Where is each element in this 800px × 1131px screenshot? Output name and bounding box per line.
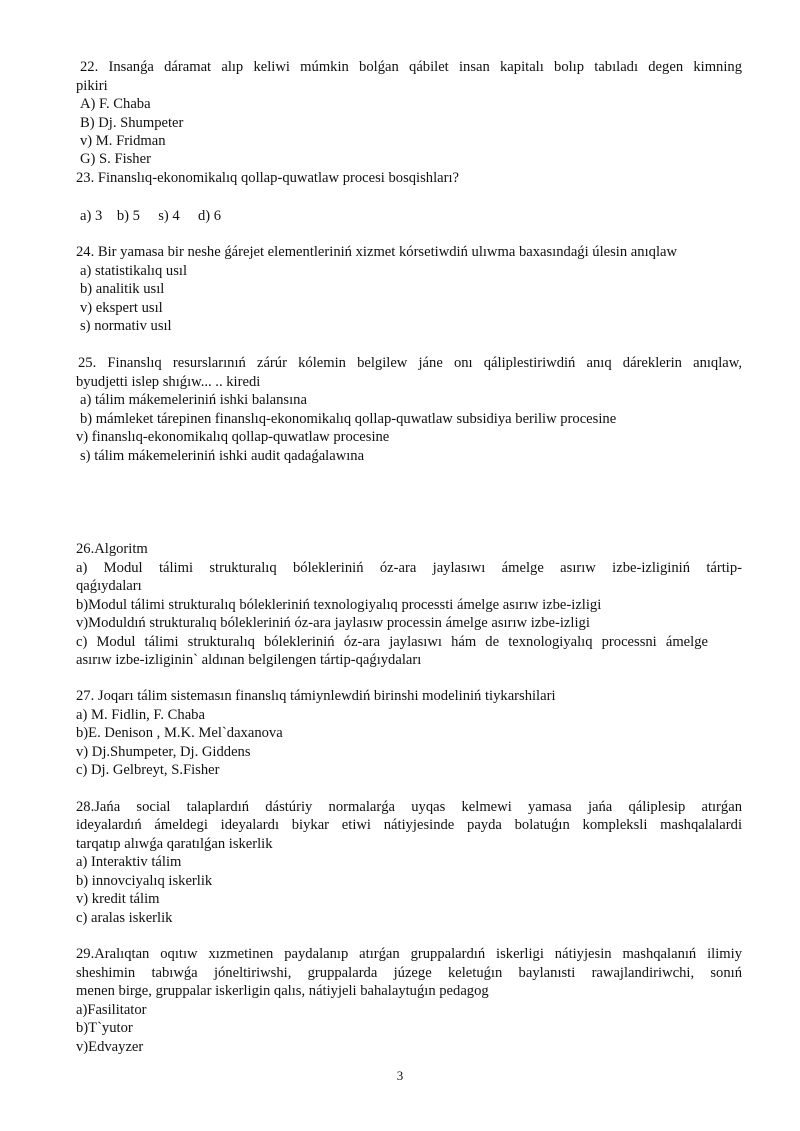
q27-option-c: c) Dj. Gelbreyt, S.Fisher: [76, 762, 220, 778]
q25-option-a: a) tálim mákemeleriniń ishki balansına: [80, 392, 307, 408]
q29-option-a: a)Fasilitator: [76, 1002, 147, 1018]
q24-option-a: a) statistikalıq usıl: [80, 263, 188, 279]
q26-option-b: b)Modul tálimi strukturalıq bólekleriniń texnologiyalıq processti ámelge asırıw izbe-izligi: [76, 597, 602, 613]
q28-option-a: a) Interaktiv tálim: [76, 854, 182, 870]
q25-option-b: b) mámleket tárepinen finanslıq-ekonomikalıq qollap-quwatlaw subsidiya beriliw procesine: [80, 411, 617, 427]
q22-option-b: B) Dj. Shumpeter: [80, 115, 184, 131]
q24-stem: 24. Bir yamasa bir neshe ǵárejet elementleriniń xizmet kórsetiwdiń ulıwma baxasındaǵi úlesin anıqlaw: [76, 244, 678, 260]
q22-stem-line-2: pikiri: [76, 78, 108, 94]
q25-option-s: s) tálim mákemeleriniń ishki audit qadaǵalawına: [80, 448, 365, 464]
q22-option-g: G) S. Fisher: [80, 151, 151, 167]
q29-stem-line-3: menen birge, gruppalar iskerligin qalıs, nátiyjeli bahalaytuǵın pedagog: [76, 983, 489, 999]
q26-option-c-line-1: c) Modul tálimi strukturalıq bólekleriniń óz-ara jaylasıwı hám de texnologiyalıq processni ámelge: [76, 634, 708, 650]
q22-option-a: A) F. Chaba: [80, 96, 151, 112]
q27-option-b: b)E. Denison , M.K. Mel`daxanova: [76, 725, 283, 741]
q29-stem-line-2: sheshimin tabıwǵa jóneltiriwshi, gruppalarda júzege keletuǵın baylanısti rawajlandiriwchi, sonıń: [76, 965, 742, 981]
q27-option-a: a) M. Fidlin, F. Chaba: [76, 707, 205, 723]
q29-stem-line-1: 29.Aralıqtan oqıtıw xızmetinen paydalanıp atırǵan gruppalardıń iskerligi nátiyjesin mashqalanıń ilimiy: [76, 946, 742, 962]
q22-option-v: v) M. Fridman: [80, 133, 166, 149]
q28-option-v: v) kredit tálim: [76, 891, 160, 907]
q26-option-a-line-2: qaǵıydaları: [76, 578, 142, 594]
q27-stem: 27. Joqarı tálim sistemasın finanslıq támiynlewdiń birinshi modeliniń tiykarshilari: [76, 688, 556, 704]
q24-option-v: v) ekspert usıl: [80, 300, 163, 316]
q25-stem-line-2: byudjetti islep shıǵıw... .. kiredi: [76, 374, 261, 390]
q29-option-v: v)Edvayzer: [76, 1039, 144, 1055]
q23-stem: 23. Finanslıq-ekonomikalıq qollap-quwatlaw procesi bosqishları?: [76, 170, 460, 186]
q27-option-v: v) Dj.Shumpeter, Dj. Giddens: [76, 744, 251, 760]
q28-stem-line-3: tarqatıp alıwǵa qaratılǵan iskerlik: [76, 836, 273, 852]
q25-option-v: v) finanslıq-ekonomikalıq qollap-quwatlaw procesine: [76, 429, 390, 445]
q26-option-c-line-2: asırıw izbe-izliginin` aldınan belgilengen tártip-qaǵıydaları: [76, 652, 422, 668]
q23-options: a) 3 b) 5 s) 4 d) 6: [80, 208, 222, 224]
q26-stem: 26.Algoritm: [76, 541, 148, 557]
q26-option-a-line-1: a) Modul tálimi strukturalıq bólekleriniń óz-ara jaylasıwı ámelge asırıw izbe-izliginiń tártip-: [76, 560, 742, 576]
q28-option-c: c) aralas iskerlik: [76, 910, 173, 926]
page-number: 3: [396, 1068, 404, 1083]
q24-option-s: s) normativ usıl: [80, 318, 172, 334]
q28-stem-line-1: 28.Jańa social talaplardıń dástúriy normalarǵa uyqas kelmewi yamasa jańa qáliplesip atırǵan: [76, 799, 742, 815]
q24-option-b: b) analitik usıl: [80, 281, 165, 297]
q22-stem-line-1: 22. Insanǵa dáramat alıp keliwi múmkin bolǵan qábilet insan kapitalı bolıp tabıladı degen kimning: [80, 59, 742, 75]
q25-stem-line-1: 25. Finanslıq resurslarınıń zárúr kólemin belgilew jáne onı qáliplestiriwdiń anıq dáreklerin anıqlaw,: [78, 355, 742, 371]
q29-option-b: b)T`yutor: [76, 1020, 133, 1036]
q28-option-b: b) innovciyalıq iskerlik: [76, 873, 213, 889]
q28-stem-line-2: ideyalardıń ámeldegi ideyalardı biykar etiwi nátiyjesinde payda bolatuǵın kompleksli mashqalalardi: [76, 817, 742, 833]
q26-option-v: v)Moduldıń strukturalıq bólekleriniń óz-ara jaylasıw processin ámelge asırıw izbe-izligi: [76, 615, 590, 631]
